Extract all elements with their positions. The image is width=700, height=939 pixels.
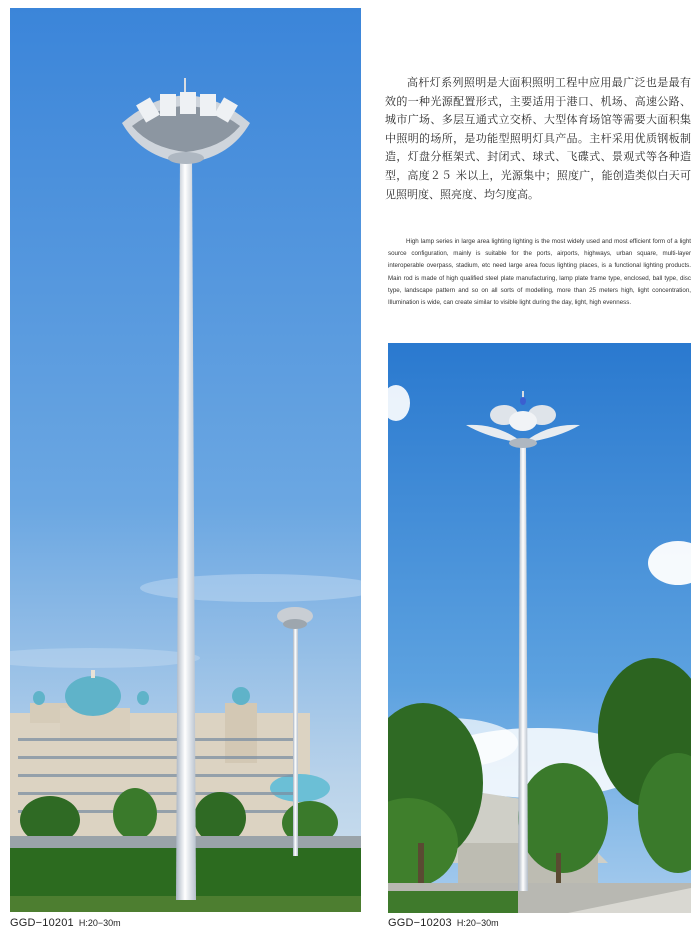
high-mast-lamp-photo	[10, 8, 361, 912]
flower-mast-lamp-photo	[388, 343, 691, 913]
product-height: H:20−30m	[78, 918, 121, 928]
product-photo-left	[10, 8, 361, 912]
product-photo-right	[388, 343, 691, 913]
product-height: H:20−30m	[456, 918, 499, 928]
product-code: GGD−10201	[10, 917, 74, 929]
product-caption-right	[388, 917, 499, 929]
product-code: GGD−10203	[388, 917, 452, 929]
product-caption-left	[10, 917, 121, 929]
description-english: High lamp series in large area lighting lighting is the most widely used and most efficient form of a light source configuration, mainly is suitable for the ports, airports, highways, urban square, multi-layer interoperable overpass, stadium, etc need large area focus lighting places, is a functional lighting products. Main rod is made of high qualified steel plate manufacturing, lamp plate frame type, enclosed, ball type, disc type, landscape pattern and so on all sorts of modelling, more than 25 meters high, light concentration, Illumination is wide, can create similar to visible light during the day, light, high evenness.	[388, 238, 691, 307]
description-chinese: 高杆灯系列照明是大面积照明工程中应用最广泛也是最有效的一种光源配置形式，主要适用于港口、机场、高速公路、城市广场、多层互通式立交桥、大型体育场馆等需要大面积集中照明的场所，是功能型照明灯具产品。主杆采用优质钢板制造，灯盘分框架式、封闭式、球式、飞碟式、景观式等各种造型，高度２５ 米以上，光源集中；照度广，能创造类似白天可见照明度、照亮度、均匀度高。	[385, 76, 691, 201]
